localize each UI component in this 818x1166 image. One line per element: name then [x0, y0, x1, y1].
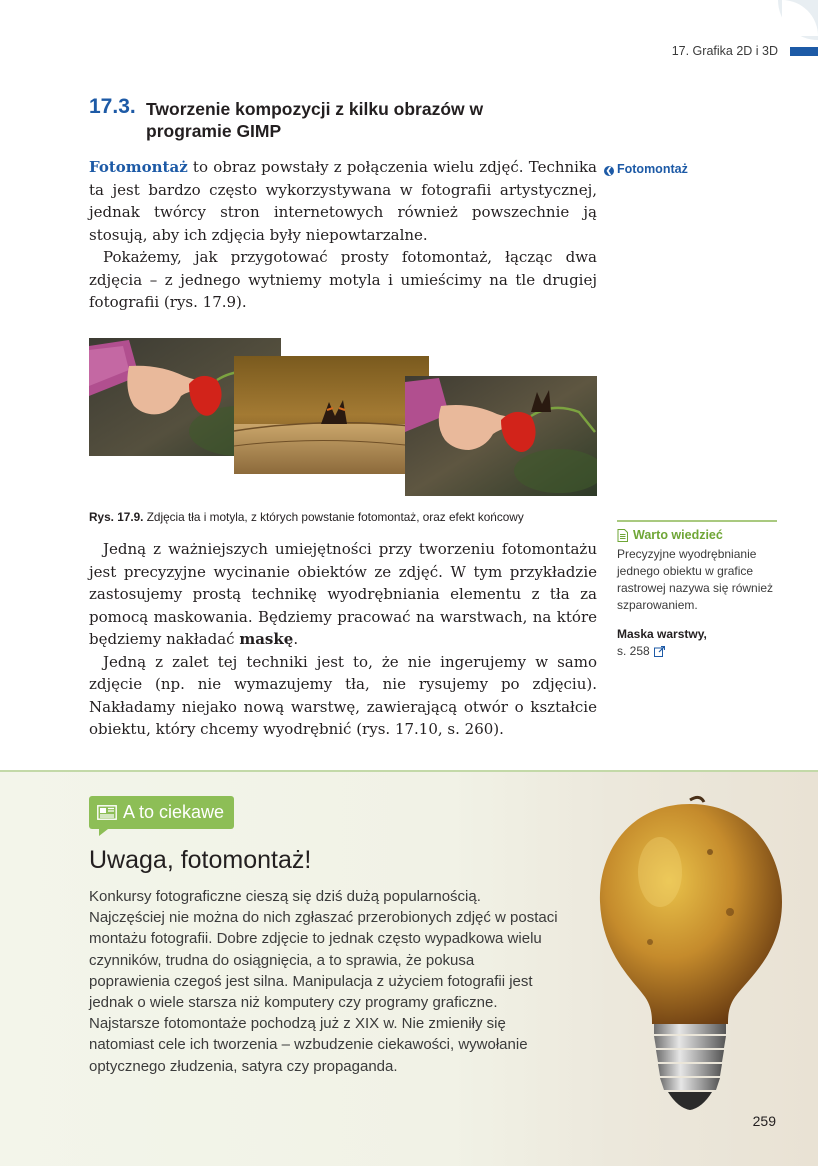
- curiosity-badge-label: A to ciekawe: [123, 802, 225, 822]
- cross-reference-page[interactable]: [617, 643, 777, 660]
- running-head-bar: [790, 47, 818, 56]
- cross-reference-title[interactable]: Maska warstwy,: [617, 627, 707, 641]
- figure-caption-label: Rys. 17.9.: [89, 510, 144, 524]
- photo-background-2: [234, 356, 429, 474]
- info-text: Precyzyjne wyodrębnianie jednego obiektu w grafice rastrowej nazywa się również szparowaniem.: [617, 547, 774, 612]
- figure-caption-text: Zdjęcia tła i motyla, z których powstanie fotomontaż, oraz efekt końcowy: [143, 510, 524, 524]
- external-link-icon[interactable]: [654, 646, 665, 657]
- cross-reference-page-label[interactable]: s. 258: [617, 644, 650, 658]
- curiosity-title: Uwaga, fotomontaż!: [89, 846, 312, 874]
- margin-note-label: Fotomontaż: [617, 162, 688, 176]
- curiosity-badge: [89, 796, 234, 829]
- curiosity-box: [0, 770, 818, 1166]
- figure-photos: [89, 336, 597, 496]
- section-number: 17.3.: [89, 95, 136, 118]
- document-icon: [617, 529, 628, 542]
- body-text-2: [89, 538, 597, 741]
- curiosity-text: Konkursy fotograficzne cieszą się dziś dużą popularnością. Najczęściej nie można do nich zgłaszać przerobionych zdjęć w postaci montażu fotografii. Dobre zdjęcie to jednak często wypadkowa wielu czynników, trudna do osiągnięcia, a to sprawia, że pokusa poprawienia czegoś jest silna. Manipulacja z użyciem fotografii jest jednak o wiele starsza niż komputery czy programy graficzne. Najstarsze fotomontaże pochodzą już z XIX w. Nie zmieniły się natomiast cele ich tworzenia – wzbudzenie ciekawości, wywołanie optycznego złudzenia, satyra czy propaganda.: [89, 888, 558, 1075]
- info-heading-label: Warto wiedzieć: [633, 528, 723, 542]
- body-paragraph-1: [89, 538, 597, 651]
- photo-result: [405, 376, 597, 496]
- info-sidebar: [617, 520, 777, 660]
- running-head: 17. Grafika 2D i 3D: [671, 44, 778, 58]
- body-paragraph-1-start: Jedną z ważniejszych umiejętności przy tworzeniu fotomontażu jest precyzyjne wycinanie obiektów ze zdjęć. W tym przykładzie zastosujemy prostą technikę wyodrębniania elementu z tła za pomocą maskowania. Będziemy pracować na warstwach, na które będziemy nakładać: [89, 540, 597, 648]
- intro-text: [89, 156, 597, 314]
- term-highlight: Fotomontaż: [89, 158, 188, 176]
- page-number: 259: [752, 1113, 776, 1129]
- body-paragraph-1-end: .: [293, 630, 299, 648]
- pear-lightbulb-image: [590, 792, 790, 1132]
- newspaper-icon: [97, 805, 117, 820]
- term-bold-mask: maskę: [239, 630, 294, 648]
- intro-paragraph-2: Pokażemy, jak przygotować prosty fotomontaż, łącząc dwa zdjęcia – z jednego wytniemy motyla i umieścimy na tle drugiej fotografii (rys. 17.9).: [89, 248, 597, 311]
- intro-paragraph-1-rest: to obraz powstały z połączenia wielu zdjęć. Technika ta jest bardzo często wykorzystywana w fotografii artystycznej, jednak twórcy stron internetowych również powszechnie ją stosują, aby ich zdjęcia były niepowtarzalne.: [89, 158, 597, 244]
- section-title: Tworzenie kompozycji z kilku obrazów w programie GIMP: [146, 99, 484, 141]
- badge-tail: [99, 829, 108, 836]
- chevron-left-icon: ❮: [605, 166, 613, 175]
- info-heading: [617, 528, 777, 542]
- intro-paragraph-1: [89, 156, 597, 246]
- info-rule: [617, 520, 777, 522]
- figure-caption: [89, 510, 524, 524]
- body-paragraph-2: Jedną z zalet tej techniki jest to, że nie ingerujemy w samo zdjęcie (np. nie wymazujemy tła, nie rysujemy po zdjęciu). Nakładamy niejako nową warstwę, zawierającą otwór o kształcie obiektu, który chcemy wyodrębnić (rys. 17.10, s. 260).: [89, 652, 597, 738]
- margin-note: [604, 162, 688, 176]
- photo-collage: [89, 336, 597, 496]
